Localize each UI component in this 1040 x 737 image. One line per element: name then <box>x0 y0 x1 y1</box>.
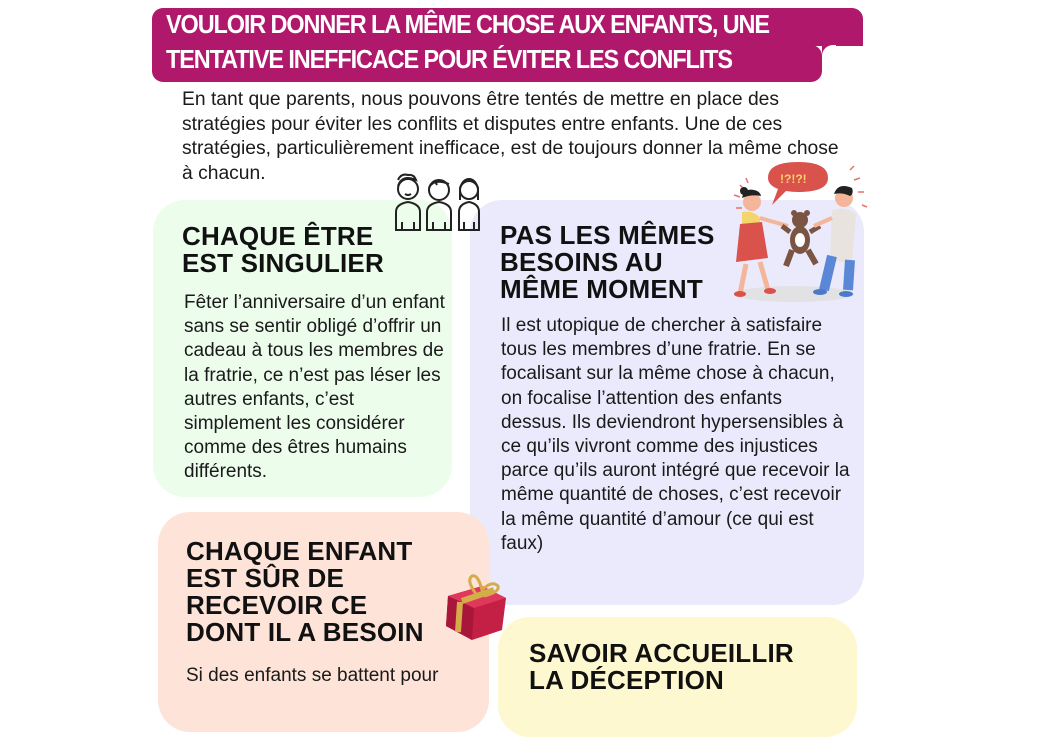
page-title-line2: TENTATIVE INEFFICACE POUR ÉVITER LES CONFLITS <box>166 46 732 74</box>
card-title: SAVOIR ACCUEILLIR LA DÉCEPTION <box>529 638 794 695</box>
page-title-line1: VOULOIR DONNER LA MÊME CHOSE AUX ENFANTS, UNE <box>166 11 769 39</box>
intro-paragraph: En tant que parents, nous pouvons être tentés de mettre en place des stratégies pour éviter les conflits et disputes entre enfants. Une de ces stratégies, particulièrement inefficace, est de toujours donner la même chose à chacun. <box>182 89 839 184</box>
card-body: Fêter l’anniversaire d’un enfant sans se sentir obligé d’offrir un cadeau à tous les membres de la fratrie, ce n’est pas léser les autres enfants, c’est simplement les considérer comme des êtres humains différents. <box>184 292 445 483</box>
three-children-icon <box>393 172 483 232</box>
card-body: Si des enfants se battent pour <box>186 665 439 686</box>
card-welcome-disappointment <box>498 617 857 737</box>
speech-bubble-text: !?!?! <box>780 172 807 186</box>
gift-box-icon <box>442 570 514 640</box>
card-title: PAS LES MÊMES BESOINS AU MÊME MOMENT <box>500 220 715 304</box>
card-each-unique <box>153 200 452 497</box>
card-title: CHAQUE ENFANT EST SÛR DE RECEVOIR CE DONT IL A BESOIN <box>186 536 424 647</box>
children-fighting-over-teddy-icon <box>732 160 872 305</box>
card-each-gets-needs <box>158 512 489 732</box>
card-body: Il est utopique de chercher à satisfaire tous les membres d’une fratrie. En se focalisant sur la même chose à chacun, on focalise l’attention des enfants dessus. Ils deviendront hypersensibles à ce qu’ils vivront comme des injustices parce qu’ils auront intégré que recevoir la même quantité de choses, c’est recevoir la même quantité d’amour (ce qui est faux) <box>501 315 850 554</box>
card-title: CHAQUE ÊTRE EST SINGULIER <box>182 221 384 278</box>
